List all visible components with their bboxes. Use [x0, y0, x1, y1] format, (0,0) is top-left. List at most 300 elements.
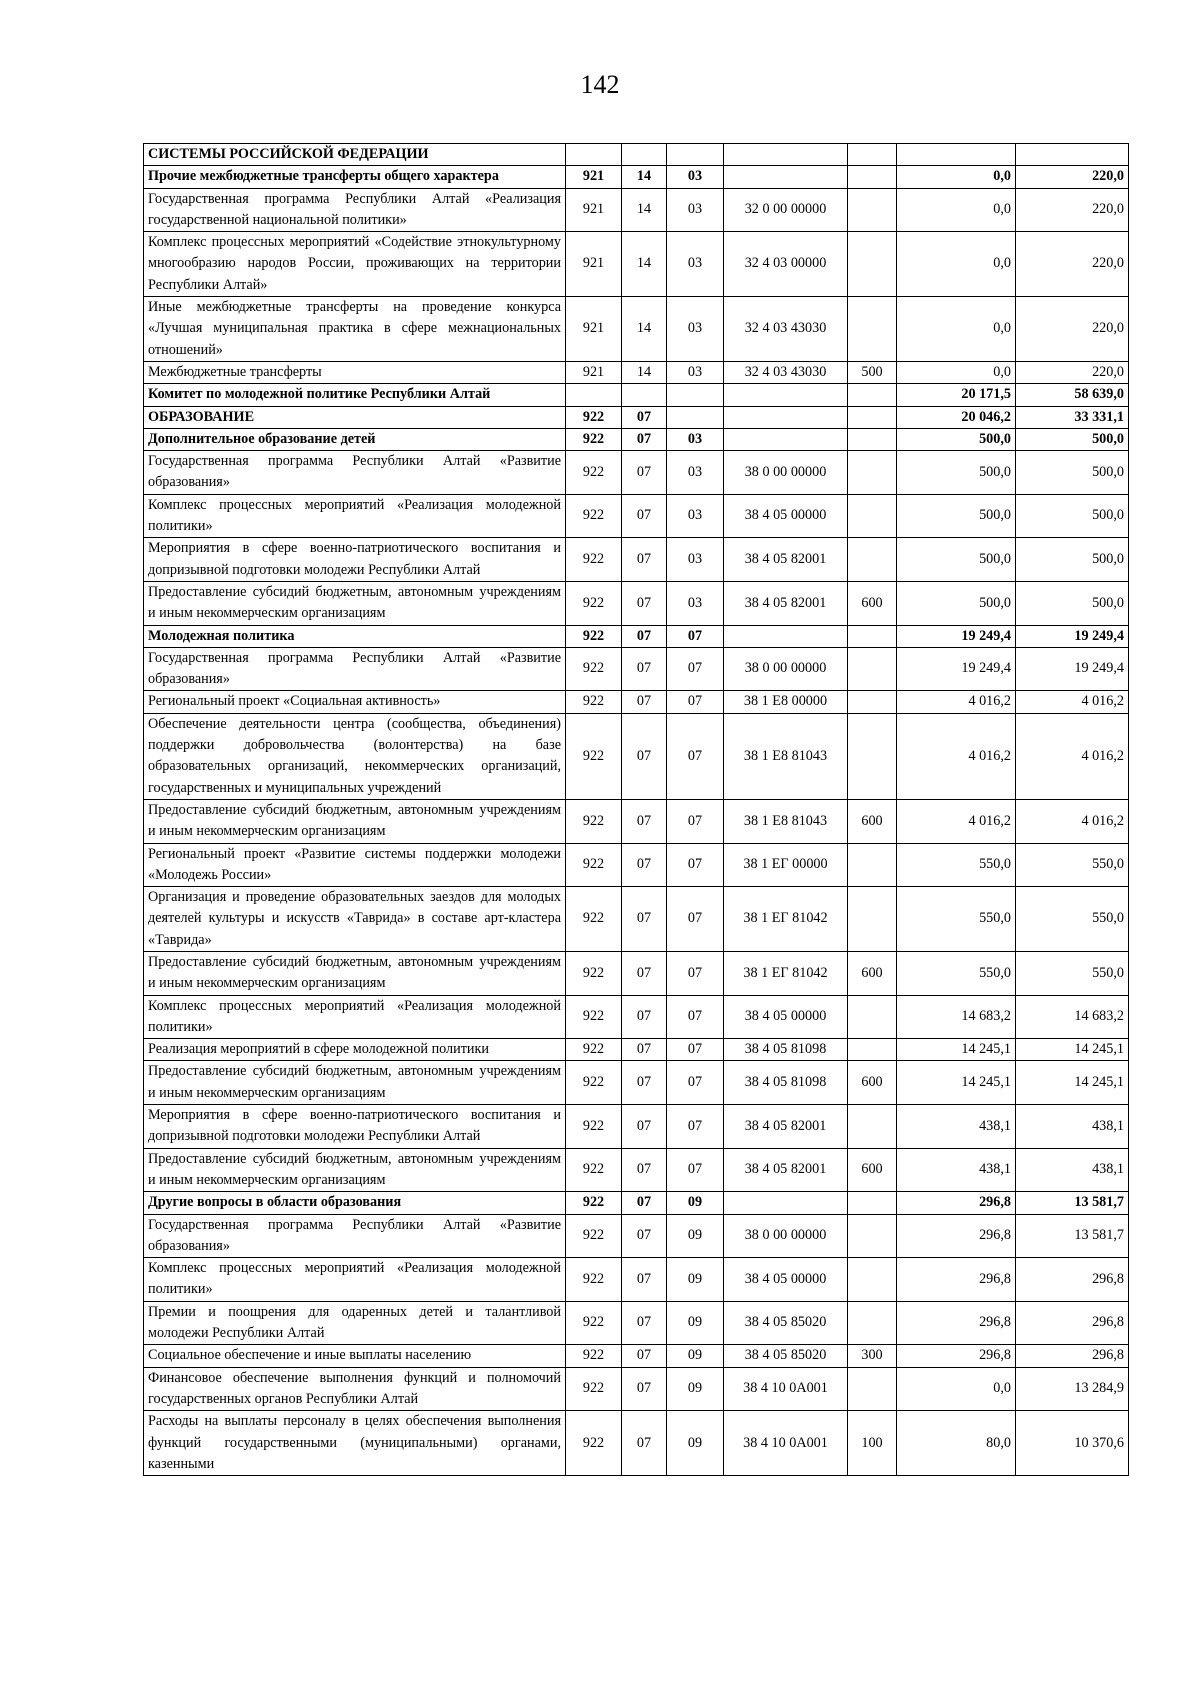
grbs-code-cell: 922: [566, 406, 622, 428]
table-row: [144, 1411, 1129, 1476]
target-article-cell: 38 1 Е8 00000: [724, 691, 848, 713]
amount-year1-cell: 550,0: [897, 887, 1016, 952]
section-code-cell: 07: [622, 1214, 667, 1258]
grbs-code-cell: 922: [566, 799, 622, 843]
amount-year1-cell: 500,0: [897, 428, 1016, 450]
target-article-cell: 32 4 03 43030: [724, 361, 848, 383]
table-row: [144, 1367, 1129, 1411]
amount-year1-cell: [897, 144, 1016, 166]
target-article-cell: [724, 166, 848, 188]
subsection-code-cell: 07: [667, 951, 724, 995]
section-code-cell: 07: [622, 1061, 667, 1105]
section-code-cell: 07: [622, 647, 667, 691]
amount-year2-cell: 10 370,6: [1016, 1411, 1129, 1476]
subsection-code-cell: 07: [667, 625, 724, 647]
subsection-code-cell: 07: [667, 647, 724, 691]
expense-name-cell: Реализация мероприятий в сфере молодежной политики: [144, 1039, 566, 1061]
amount-year2-cell: 19 249,4: [1016, 647, 1129, 691]
table-row: [144, 1345, 1129, 1367]
table-row: [144, 406, 1129, 428]
target-article-cell: 32 0 00 00000: [724, 188, 848, 232]
table-row: [144, 691, 1129, 713]
grbs-code-cell: 922: [566, 538, 622, 582]
expense-name-cell: Предоставление субсидий бюджетным, автономным учреждениям и иным некоммерческим организациям: [144, 581, 566, 625]
amount-year2-cell: 13 581,7: [1016, 1192, 1129, 1214]
subsection-code-cell: 09: [667, 1258, 724, 1302]
grbs-code-cell: 922: [566, 691, 622, 713]
table-row: [144, 297, 1129, 362]
expense-name-cell: Финансовое обеспечение выполнения функций и полномочий государственных органов Республики Алтай: [144, 1367, 566, 1411]
amount-year2-cell: 13 284,9: [1016, 1367, 1129, 1411]
expense-type-cell: [848, 1105, 897, 1149]
amount-year1-cell: 4 016,2: [897, 691, 1016, 713]
target-article-cell: 38 4 10 0А001: [724, 1411, 848, 1476]
section-code-cell: 07: [622, 887, 667, 952]
expense-name-cell: Другие вопросы в области образования: [144, 1192, 566, 1214]
expense-name-cell: Государственная программа Республики Алтай «Развитие образования»: [144, 647, 566, 691]
amount-year1-cell: 19 249,4: [897, 647, 1016, 691]
target-article-cell: 38 4 05 82001: [724, 1105, 848, 1149]
section-code-cell: 07: [622, 1301, 667, 1345]
target-article-cell: [724, 428, 848, 450]
expense-type-cell: [848, 1192, 897, 1214]
subsection-code-cell: 09: [667, 1301, 724, 1345]
subsection-code-cell: 03: [667, 166, 724, 188]
expense-type-cell: [848, 1039, 897, 1061]
table-row: [144, 494, 1129, 538]
expense-name-cell: Социальное обеспечение и иные выплаты населению: [144, 1345, 566, 1367]
subsection-code-cell: 09: [667, 1367, 724, 1411]
expense-type-cell: [848, 166, 897, 188]
grbs-code-cell: 921: [566, 166, 622, 188]
section-code-cell: 07: [622, 581, 667, 625]
subsection-code-cell: 03: [667, 538, 724, 582]
section-code-cell: 07: [622, 1345, 667, 1367]
section-code-cell: 07: [622, 625, 667, 647]
expense-type-cell: [848, 625, 897, 647]
table-row: [144, 188, 1129, 232]
amount-year2-cell: 296,8: [1016, 1258, 1129, 1302]
target-article-cell: 38 4 05 00000: [724, 995, 848, 1039]
amount-year2-cell: 4 016,2: [1016, 713, 1129, 799]
table-row: [144, 887, 1129, 952]
table-row: [144, 843, 1129, 887]
grbs-code-cell: 922: [566, 494, 622, 538]
subsection-code-cell: [667, 384, 724, 406]
table-row: [144, 581, 1129, 625]
subsection-code-cell: 07: [667, 843, 724, 887]
table-row: [144, 647, 1129, 691]
grbs-code-cell: [566, 144, 622, 166]
table-row: [144, 361, 1129, 383]
amount-year2-cell: 13 581,7: [1016, 1214, 1129, 1258]
section-code-cell: 07: [622, 1258, 667, 1302]
amount-year1-cell: 296,8: [897, 1301, 1016, 1345]
expense-name-cell: ОБРАЗОВАНИЕ: [144, 406, 566, 428]
expense-name-cell: Организация и проведение образовательных заездов для молодых деятелей культуры и искусств «Таврида» в составе арт-кластера «Таврида»: [144, 887, 566, 952]
expense-type-cell: [848, 691, 897, 713]
amount-year1-cell: 14 245,1: [897, 1061, 1016, 1105]
expense-name-cell: Предоставление субсидий бюджетным, автономным учреждениям и иным некоммерческим организациям: [144, 799, 566, 843]
target-article-cell: 38 1 ЕГ 81042: [724, 887, 848, 952]
amount-year2-cell: 550,0: [1016, 843, 1129, 887]
amount-year2-cell: 500,0: [1016, 581, 1129, 625]
section-code-cell: 07: [622, 1039, 667, 1061]
amount-year2-cell: 438,1: [1016, 1105, 1129, 1149]
subsection-code-cell: 03: [667, 451, 724, 495]
amount-year2-cell: 14 683,2: [1016, 995, 1129, 1039]
subsection-code-cell: 07: [667, 691, 724, 713]
grbs-code-cell: 922: [566, 647, 622, 691]
section-code-cell: 07: [622, 1148, 667, 1192]
expense-name-cell: Предоставление субсидий бюджетным, автономным учреждениям и иным некоммерческим организациям: [144, 1148, 566, 1192]
target-article-cell: 38 0 00 00000: [724, 647, 848, 691]
grbs-code-cell: 922: [566, 1214, 622, 1258]
expense-name-cell: Комплекс процессных мероприятий «Содействие этнокультурному многообразию народов России, проживающих на территории Республики Алтай»: [144, 232, 566, 297]
subsection-code-cell: 07: [667, 799, 724, 843]
expense-name-cell: Прочие межбюджетные трансферты общего характера: [144, 166, 566, 188]
section-code-cell: 07: [622, 428, 667, 450]
section-code-cell: 07: [622, 1192, 667, 1214]
expense-name-cell: Расходы на выплаты персоналу в целях обеспечения выполнения функций государственными (муниципальными) органами, казенными: [144, 1411, 566, 1476]
section-code-cell: 14: [622, 361, 667, 383]
amount-year2-cell: 220,0: [1016, 166, 1129, 188]
expense-name-cell: Комплекс процессных мероприятий «Реализация молодежной политики»: [144, 995, 566, 1039]
amount-year1-cell: 20 046,2: [897, 406, 1016, 428]
amount-year2-cell: 220,0: [1016, 188, 1129, 232]
expense-type-cell: [848, 647, 897, 691]
amount-year2-cell: 14 245,1: [1016, 1061, 1129, 1105]
subsection-code-cell: 07: [667, 1148, 724, 1192]
expense-type-cell: [848, 297, 897, 362]
subsection-code-cell: 07: [667, 1039, 724, 1061]
table-row: [144, 1301, 1129, 1345]
expense-name-cell: Государственная программа Республики Алтай «Развитие образования»: [144, 1214, 566, 1258]
expense-name-cell: Комплекс процессных мероприятий «Реализация молодежной политики»: [144, 1258, 566, 1302]
section-code-cell: 14: [622, 297, 667, 362]
section-code-cell: 07: [622, 951, 667, 995]
section-code-cell: 07: [622, 1411, 667, 1476]
amount-year1-cell: 438,1: [897, 1105, 1016, 1149]
amount-year2-cell: 4 016,2: [1016, 691, 1129, 713]
amount-year2-cell: 4 016,2: [1016, 799, 1129, 843]
expense-type-cell: [848, 1258, 897, 1302]
target-article-cell: 38 4 05 82001: [724, 581, 848, 625]
section-code-cell: 07: [622, 1367, 667, 1411]
grbs-code-cell: 922: [566, 1039, 622, 1061]
amount-year1-cell: 500,0: [897, 538, 1016, 582]
expense-name-cell: Предоставление субсидий бюджетным, автономным учреждениям и иным некоммерческим организациям: [144, 1061, 566, 1105]
grbs-code-cell: 921: [566, 232, 622, 297]
table-row: [144, 1258, 1129, 1302]
section-code-cell: [622, 384, 667, 406]
expense-name-cell: Региональный проект «Социальная активность»: [144, 691, 566, 713]
amount-year1-cell: 550,0: [897, 843, 1016, 887]
grbs-code-cell: 922: [566, 1301, 622, 1345]
target-article-cell: 38 1 ЕГ 00000: [724, 843, 848, 887]
section-code-cell: 07: [622, 406, 667, 428]
grbs-code-cell: 922: [566, 995, 622, 1039]
expense-name-cell: Государственная программа Республики Алтай «Развитие образования»: [144, 451, 566, 495]
section-code-cell: 07: [622, 713, 667, 799]
amount-year1-cell: 20 171,5: [897, 384, 1016, 406]
expense-name-cell: Мероприятия в сфере военно-патриотического воспитания и допризывной подготовки молодежи Республики Алтай: [144, 1105, 566, 1149]
subsection-code-cell: [667, 144, 724, 166]
amount-year2-cell: 220,0: [1016, 361, 1129, 383]
amount-year2-cell: 500,0: [1016, 428, 1129, 450]
amount-year1-cell: 296,8: [897, 1345, 1016, 1367]
expense-name-cell: Межбюджетные трансферты: [144, 361, 566, 383]
table-row: [144, 799, 1129, 843]
table-row: [144, 713, 1129, 799]
target-article-cell: 38 4 05 81098: [724, 1039, 848, 1061]
target-article-cell: 38 0 00 00000: [724, 451, 848, 495]
target-article-cell: 38 1 Е8 81043: [724, 799, 848, 843]
amount-year2-cell: 296,8: [1016, 1301, 1129, 1345]
subsection-code-cell: 07: [667, 1105, 724, 1149]
subsection-code-cell: 03: [667, 188, 724, 232]
table-row: [144, 144, 1129, 166]
table-row: [144, 625, 1129, 647]
expense-type-cell: 600: [848, 1148, 897, 1192]
target-article-cell: [724, 625, 848, 647]
target-article-cell: 38 4 05 81098: [724, 1061, 848, 1105]
subsection-code-cell: 09: [667, 1411, 724, 1476]
target-article-cell: 38 4 05 82001: [724, 1148, 848, 1192]
section-code-cell: 07: [622, 538, 667, 582]
subsection-code-cell: 09: [667, 1192, 724, 1214]
target-article-cell: 38 4 05 85020: [724, 1301, 848, 1345]
expense-name-cell: Мероприятия в сфере военно-патриотического воспитания и допризывной подготовки молодежи Республики Алтай: [144, 538, 566, 582]
subsection-code-cell: 07: [667, 713, 724, 799]
amount-year2-cell: 33 331,1: [1016, 406, 1129, 428]
subsection-code-cell: 07: [667, 887, 724, 952]
expense-type-cell: 600: [848, 951, 897, 995]
amount-year1-cell: 14 683,2: [897, 995, 1016, 1039]
expense-name-cell: Предоставление субсидий бюджетным, автономным учреждениям и иным некоммерческим организациям: [144, 951, 566, 995]
table-row: [144, 1105, 1129, 1149]
section-code-cell: 07: [622, 799, 667, 843]
amount-year1-cell: 296,8: [897, 1214, 1016, 1258]
amount-year1-cell: 0,0: [897, 297, 1016, 362]
subsection-code-cell: 03: [667, 428, 724, 450]
expense-name-cell: Молодежная политика: [144, 625, 566, 647]
table-row: [144, 951, 1129, 995]
target-article-cell: [724, 406, 848, 428]
amount-year1-cell: 296,8: [897, 1192, 1016, 1214]
amount-year1-cell: 0,0: [897, 188, 1016, 232]
section-code-cell: 07: [622, 494, 667, 538]
amount-year2-cell: 500,0: [1016, 538, 1129, 582]
table-row: [144, 538, 1129, 582]
amount-year2-cell: [1016, 144, 1129, 166]
grbs-code-cell: 922: [566, 428, 622, 450]
section-code-cell: 14: [622, 188, 667, 232]
grbs-code-cell: 921: [566, 188, 622, 232]
expense-name-cell: Иные межбюджетные трансферты на проведение конкурса «Лучшая муниципальная практика в сфере межнациональных отношений»: [144, 297, 566, 362]
amount-year1-cell: 550,0: [897, 951, 1016, 995]
amount-year2-cell: 550,0: [1016, 887, 1129, 952]
subsection-code-cell: 09: [667, 1345, 724, 1367]
subsection-code-cell: 07: [667, 1061, 724, 1105]
expense-type-cell: 500: [848, 361, 897, 383]
budget-table: [143, 143, 1129, 1476]
table-row: [144, 1039, 1129, 1061]
amount-year1-cell: 500,0: [897, 451, 1016, 495]
amount-year1-cell: 0,0: [897, 1367, 1016, 1411]
table-row: [144, 451, 1129, 495]
grbs-code-cell: 922: [566, 1411, 622, 1476]
expense-type-cell: [848, 144, 897, 166]
expense-name-cell: Государственная программа Республики Алтай «Реализация государственной национальной политики»: [144, 188, 566, 232]
target-article-cell: 32 4 03 00000: [724, 232, 848, 297]
expense-type-cell: [848, 1367, 897, 1411]
table-row: [144, 232, 1129, 297]
expense-type-cell: [848, 428, 897, 450]
grbs-code-cell: 922: [566, 1105, 622, 1149]
amount-year2-cell: 220,0: [1016, 232, 1129, 297]
grbs-code-cell: 922: [566, 625, 622, 647]
budget-table-body: [144, 144, 1129, 1476]
amount-year1-cell: 4 016,2: [897, 713, 1016, 799]
amount-year2-cell: 550,0: [1016, 951, 1129, 995]
expense-name-cell: Обеспечение деятельности центра (сообщества, объединения) поддержки добровольчества (волонтерства) на базе образовательных организаций, некоммерческих организаций, государственных и муниципальных учреждений: [144, 713, 566, 799]
target-article-cell: [724, 144, 848, 166]
expense-type-cell: [848, 1301, 897, 1345]
target-article-cell: 38 1 ЕГ 81042: [724, 951, 848, 995]
expense-type-cell: [848, 995, 897, 1039]
target-article-cell: 38 4 05 85020: [724, 1345, 848, 1367]
expense-name-cell: Комплекс процессных мероприятий «Реализация молодежной политики»: [144, 494, 566, 538]
target-article-cell: 38 1 Е8 81043: [724, 713, 848, 799]
target-article-cell: 38 0 00 00000: [724, 1214, 848, 1258]
expense-name-cell: Премии и поощрения для одаренных детей и талантливой молодежи Республики Алтай: [144, 1301, 566, 1345]
table-row: [144, 1214, 1129, 1258]
table-row: [144, 995, 1129, 1039]
amount-year2-cell: 296,8: [1016, 1345, 1129, 1367]
expense-type-cell: [848, 188, 897, 232]
grbs-code-cell: 921: [566, 297, 622, 362]
target-article-cell: 32 4 03 43030: [724, 297, 848, 362]
expense-name-cell: СИСТЕМЫ РОССИЙСКОЙ ФЕДЕРАЦИИ: [144, 144, 566, 166]
grbs-code-cell: 922: [566, 951, 622, 995]
amount-year2-cell: 58 639,0: [1016, 384, 1129, 406]
expense-type-cell: [848, 1214, 897, 1258]
subsection-code-cell: 03: [667, 494, 724, 538]
grbs-code-cell: 922: [566, 887, 622, 952]
section-code-cell: 07: [622, 843, 667, 887]
grbs-code-cell: 922: [566, 1061, 622, 1105]
subsection-code-cell: 03: [667, 361, 724, 383]
table-row: [144, 1061, 1129, 1105]
amount-year1-cell: 296,8: [897, 1258, 1016, 1302]
grbs-code-cell: 922: [566, 581, 622, 625]
amount-year1-cell: 0,0: [897, 232, 1016, 297]
target-article-cell: 38 4 05 00000: [724, 1258, 848, 1302]
amount-year2-cell: 500,0: [1016, 494, 1129, 538]
subsection-code-cell: [667, 406, 724, 428]
table-row: [144, 1192, 1129, 1214]
subsection-code-cell: 03: [667, 581, 724, 625]
expense-type-cell: 300: [848, 1345, 897, 1367]
section-code-cell: 07: [622, 691, 667, 713]
amount-year1-cell: 14 245,1: [897, 1039, 1016, 1061]
table-row: [144, 166, 1129, 188]
subsection-code-cell: 03: [667, 232, 724, 297]
subsection-code-cell: 09: [667, 1214, 724, 1258]
amount-year1-cell: 19 249,4: [897, 625, 1016, 647]
target-article-cell: 38 4 05 82001: [724, 538, 848, 582]
expense-type-cell: [848, 887, 897, 952]
expense-name-cell: Дополнительное образование детей: [144, 428, 566, 450]
amount-year2-cell: 220,0: [1016, 297, 1129, 362]
target-article-cell: [724, 1192, 848, 1214]
grbs-code-cell: [566, 384, 622, 406]
amount-year1-cell: 438,1: [897, 1148, 1016, 1192]
subsection-code-cell: 03: [667, 297, 724, 362]
subsection-code-cell: 07: [667, 995, 724, 1039]
target-article-cell: [724, 384, 848, 406]
amount-year2-cell: 500,0: [1016, 451, 1129, 495]
grbs-code-cell: 922: [566, 1192, 622, 1214]
expense-type-cell: [848, 384, 897, 406]
expense-type-cell: 600: [848, 799, 897, 843]
grbs-code-cell: 922: [566, 1258, 622, 1302]
section-code-cell: 07: [622, 1105, 667, 1149]
expense-type-cell: [848, 451, 897, 495]
table-row: [144, 428, 1129, 450]
target-article-cell: 38 4 05 00000: [724, 494, 848, 538]
amount-year1-cell: 80,0: [897, 1411, 1016, 1476]
expense-type-cell: 600: [848, 581, 897, 625]
amount-year1-cell: 4 016,2: [897, 799, 1016, 843]
grbs-code-cell: 922: [566, 1367, 622, 1411]
amount-year2-cell: 14 245,1: [1016, 1039, 1129, 1061]
expense-type-cell: [848, 713, 897, 799]
amount-year2-cell: 19 249,4: [1016, 625, 1129, 647]
expense-type-cell: [848, 406, 897, 428]
amount-year1-cell: 500,0: [897, 494, 1016, 538]
table-row: [144, 384, 1129, 406]
expense-type-cell: [848, 232, 897, 297]
expense-name-cell: Комитет по молодежной политике Республики Алтай: [144, 384, 566, 406]
page-number: 142: [580, 70, 620, 99]
expense-type-cell: 100: [848, 1411, 897, 1476]
table-row: [144, 1148, 1129, 1192]
grbs-code-cell: 922: [566, 1345, 622, 1367]
expense-type-cell: [848, 538, 897, 582]
expense-type-cell: [848, 494, 897, 538]
grbs-code-cell: 921: [566, 361, 622, 383]
section-code-cell: [622, 144, 667, 166]
grbs-code-cell: 922: [566, 1148, 622, 1192]
section-code-cell: 07: [622, 451, 667, 495]
target-article-cell: 38 4 10 0А001: [724, 1367, 848, 1411]
amount-year2-cell: 438,1: [1016, 1148, 1129, 1192]
expense-name-cell: Региональный проект «Развитие системы поддержки молодежи «Молодежь России»: [144, 843, 566, 887]
grbs-code-cell: 922: [566, 451, 622, 495]
amount-year1-cell: 0,0: [897, 166, 1016, 188]
amount-year1-cell: 500,0: [897, 581, 1016, 625]
section-code-cell: 14: [622, 166, 667, 188]
amount-year1-cell: 0,0: [897, 361, 1016, 383]
grbs-code-cell: 922: [566, 713, 622, 799]
grbs-code-cell: 922: [566, 843, 622, 887]
expense-type-cell: 600: [848, 1061, 897, 1105]
section-code-cell: 14: [622, 232, 667, 297]
expense-type-cell: [848, 843, 897, 887]
section-code-cell: 07: [622, 995, 667, 1039]
